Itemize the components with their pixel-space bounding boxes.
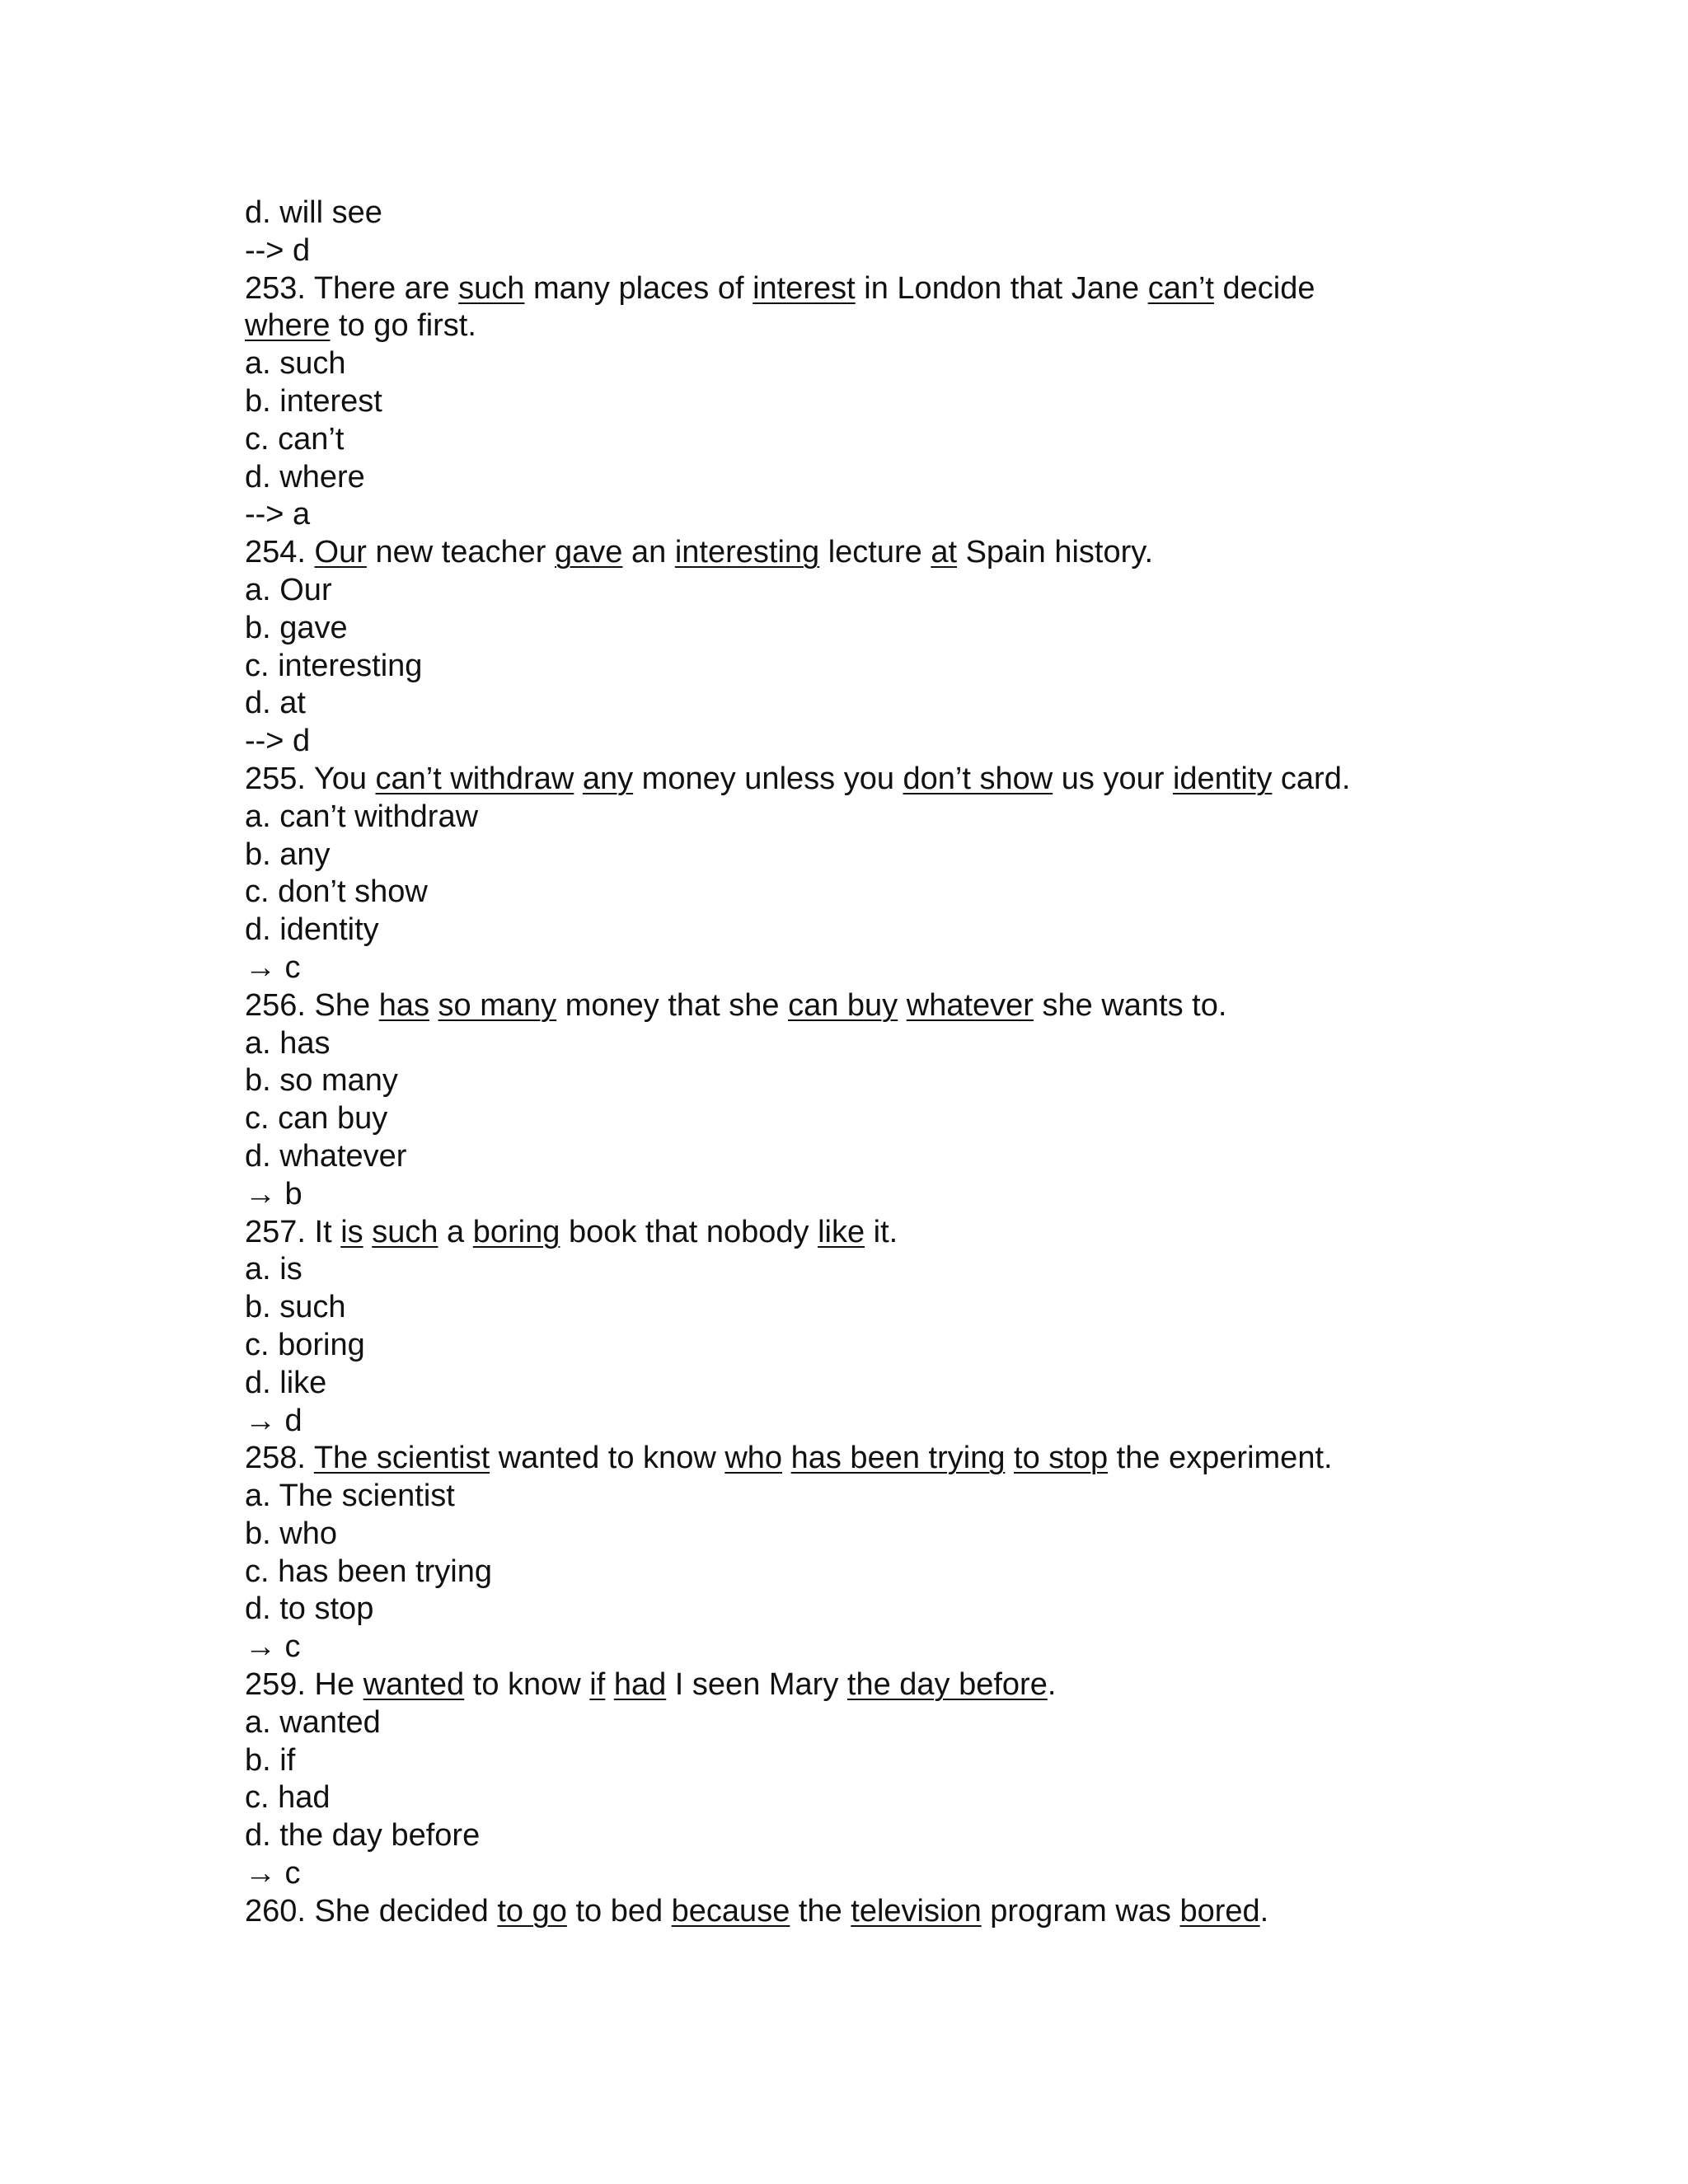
- text-segment: [574, 762, 583, 796]
- text-line: [245, 1516, 1465, 1554]
- text-segment: [782, 1441, 791, 1475]
- text-line: [245, 1100, 1465, 1138]
- underlined-text: interesting: [674, 535, 820, 570]
- text-line: [245, 307, 1465, 345]
- underlined-text: where: [245, 308, 331, 344]
- text-segment: [1005, 1441, 1014, 1475]
- text-segment: c. boring: [245, 1327, 365, 1362]
- text-line: [245, 572, 1465, 610]
- underlined-text: Our: [314, 535, 367, 570]
- text-segment: program was: [981, 1893, 1180, 1929]
- text-line: [245, 496, 1465, 534]
- text-segment: many places of: [524, 270, 753, 306]
- text-line: [245, 1478, 1465, 1516]
- text-segment: an: [622, 535, 675, 570]
- text-segment: in London that Jane: [855, 270, 1148, 306]
- text-line: [245, 1855, 1465, 1893]
- underlined-text: is: [340, 1214, 363, 1249]
- text-segment: to go first.: [330, 308, 476, 344]
- text-line: [245, 648, 1465, 686]
- text-segment: lecture: [819, 535, 931, 570]
- text-line: [245, 1138, 1465, 1176]
- text-segment: d. at: [245, 686, 306, 721]
- text-line: [245, 1440, 1465, 1478]
- underlined-text: such: [458, 270, 525, 306]
- underlined-text: whatever: [906, 987, 1034, 1023]
- text-line: [245, 1893, 1465, 1931]
- text-segment: it.: [865, 1214, 898, 1249]
- text-segment: d. to stop: [245, 1591, 374, 1627]
- underlined-text: any: [582, 761, 634, 796]
- underlined-text: to stop: [1014, 1441, 1109, 1476]
- text-segment: d. like: [245, 1365, 327, 1400]
- text-segment: .: [1047, 1667, 1057, 1703]
- text-line: [245, 837, 1465, 874]
- text-segment: b. who: [245, 1516, 337, 1551]
- underlined-text: wanted: [363, 1667, 465, 1703]
- text-segment: a. is: [245, 1252, 302, 1287]
- underlined-text: so many: [438, 987, 557, 1023]
- text-line: [245, 1327, 1465, 1365]
- text-line: [245, 1365, 1465, 1403]
- text-line: [245, 345, 1465, 383]
- text-segment: → d: [245, 1403, 302, 1438]
- text-line: [245, 383, 1465, 421]
- text-segment: c. can buy: [245, 1101, 388, 1137]
- text-segment: d. whatever: [245, 1138, 407, 1174]
- text-segment: I seen Mary: [666, 1667, 847, 1703]
- text-segment: [898, 988, 907, 1023]
- text-segment: b. such: [245, 1290, 346, 1325]
- text-line: [245, 194, 1465, 232]
- underlined-text: interest: [753, 270, 856, 306]
- text-line: [245, 459, 1465, 497]
- underlined-text: can’t: [1147, 270, 1214, 306]
- text-segment: --> a: [245, 497, 311, 532]
- text-line: [245, 1025, 1465, 1063]
- text-segment: wanted to know: [490, 1441, 725, 1476]
- underlined-text: identity: [1172, 761, 1273, 796]
- text-segment: .: [1259, 1893, 1269, 1929]
- text-segment: a. has: [245, 1025, 331, 1061]
- text-segment: a. such: [245, 346, 346, 382]
- text-segment: [605, 1667, 614, 1702]
- text-segment: 259. He: [245, 1667, 363, 1703]
- text-line: [245, 912, 1465, 949]
- text-segment: card.: [1272, 761, 1351, 796]
- text-segment: the: [790, 1893, 851, 1929]
- underlined-text: had: [613, 1667, 667, 1703]
- underlined-text: such: [372, 1214, 438, 1249]
- underlined-text: because: [671, 1893, 790, 1929]
- underlined-text: The scientist: [313, 1441, 490, 1476]
- underlined-text: can buy: [788, 987, 898, 1023]
- text-line: [245, 1403, 1465, 1441]
- text-segment: d. where: [245, 459, 365, 494]
- text-segment: she wants to.: [1033, 987, 1227, 1023]
- text-segment: c. had: [245, 1780, 331, 1816]
- text-line: [245, 1742, 1465, 1780]
- text-segment: c. can’t: [245, 421, 345, 457]
- text-segment: to know: [464, 1667, 590, 1703]
- underlined-text: has: [378, 987, 429, 1023]
- text-line: [245, 421, 1465, 459]
- text-segment: 254.: [245, 535, 315, 570]
- text-segment: book that nobody: [560, 1214, 818, 1249]
- text-segment: d. will see: [245, 195, 382, 230]
- text-segment: b. if: [245, 1742, 296, 1778]
- text-line: [245, 1779, 1465, 1817]
- text-segment: → c: [245, 1856, 301, 1891]
- text-segment: b. gave: [245, 610, 348, 645]
- text-segment: b. so many: [245, 1063, 398, 1099]
- text-line: [245, 1062, 1465, 1100]
- text-segment: money unless you: [633, 761, 903, 796]
- text-segment: [429, 988, 438, 1023]
- text-segment: d. the day before: [245, 1818, 481, 1854]
- text-line: [245, 270, 1465, 308]
- text-segment: us your: [1053, 761, 1173, 796]
- text-segment: 260. She decided: [245, 1893, 498, 1929]
- text-segment: b. any: [245, 837, 331, 872]
- text-segment: 257. It: [245, 1214, 341, 1249]
- text-line: [245, 534, 1465, 572]
- underlined-text: bored: [1179, 1893, 1260, 1929]
- text-segment: 253. There are: [245, 270, 459, 306]
- document-page: [245, 194, 1465, 1931]
- underlined-text: gave: [555, 535, 623, 570]
- text-segment: a: [438, 1214, 473, 1249]
- underlined-text: who: [724, 1441, 783, 1476]
- text-line: [245, 1176, 1465, 1214]
- underlined-text: don’t show: [903, 761, 1053, 796]
- text-line: [245, 1591, 1465, 1629]
- text-segment: to bed: [566, 1893, 672, 1929]
- text-segment: --> d: [245, 724, 311, 759]
- underlined-text: has been trying: [790, 1441, 1006, 1476]
- text-line: [245, 799, 1465, 837]
- text-segment: a. Our: [245, 572, 332, 607]
- text-segment: [363, 1215, 373, 1249]
- text-segment: a. The scientist: [245, 1479, 455, 1514]
- text-segment: 258.: [245, 1441, 314, 1476]
- underlined-text: like: [818, 1214, 865, 1249]
- text-line: [245, 874, 1465, 912]
- text-segment: 256. She: [245, 987, 379, 1023]
- underlined-text: to go: [497, 1893, 567, 1929]
- text-line: [245, 1251, 1465, 1289]
- underlined-text: if: [589, 1667, 606, 1703]
- text-segment: d. identity: [245, 912, 379, 948]
- text-line: [245, 723, 1465, 761]
- text-line: [245, 1554, 1465, 1591]
- text-segment: new teacher: [366, 535, 556, 570]
- text-line: [245, 987, 1465, 1025]
- text-line: [245, 1629, 1465, 1666]
- text-segment: c. has been trying: [245, 1554, 492, 1589]
- text-segment: the experiment.: [1108, 1441, 1333, 1476]
- text-segment: 255. You: [245, 761, 376, 796]
- underlined-text: television: [851, 1893, 982, 1929]
- underlined-text: at: [931, 535, 958, 570]
- text-segment: → c: [245, 949, 301, 985]
- text-line: [245, 1289, 1465, 1327]
- text-segment: money that she: [556, 987, 789, 1023]
- underlined-text: the day before: [846, 1667, 1048, 1703]
- underlined-text: can’t withdraw: [375, 761, 574, 796]
- underlined-text: boring: [472, 1214, 560, 1249]
- text-line: [245, 1817, 1465, 1855]
- text-segment: c. don’t show: [245, 874, 428, 910]
- text-line: [245, 1666, 1465, 1704]
- text-line: [245, 232, 1465, 270]
- text-segment: → c: [245, 1629, 301, 1665]
- text-line: [245, 1704, 1465, 1742]
- text-segment: --> d: [245, 232, 311, 268]
- text-line: [245, 685, 1465, 723]
- text-line: [245, 949, 1465, 987]
- text-line: [245, 1214, 1465, 1252]
- text-segment: → b: [245, 1176, 302, 1212]
- text-segment: decide: [1213, 270, 1315, 306]
- text-segment: a. can’t withdraw: [245, 799, 479, 834]
- text-segment: a. wanted: [245, 1704, 381, 1740]
- text-segment: Spain history.: [957, 535, 1153, 570]
- text-line: [245, 610, 1465, 648]
- text-segment: b. interest: [245, 383, 382, 419]
- text-line: [245, 761, 1465, 799]
- text-segment: c. interesting: [245, 648, 423, 683]
